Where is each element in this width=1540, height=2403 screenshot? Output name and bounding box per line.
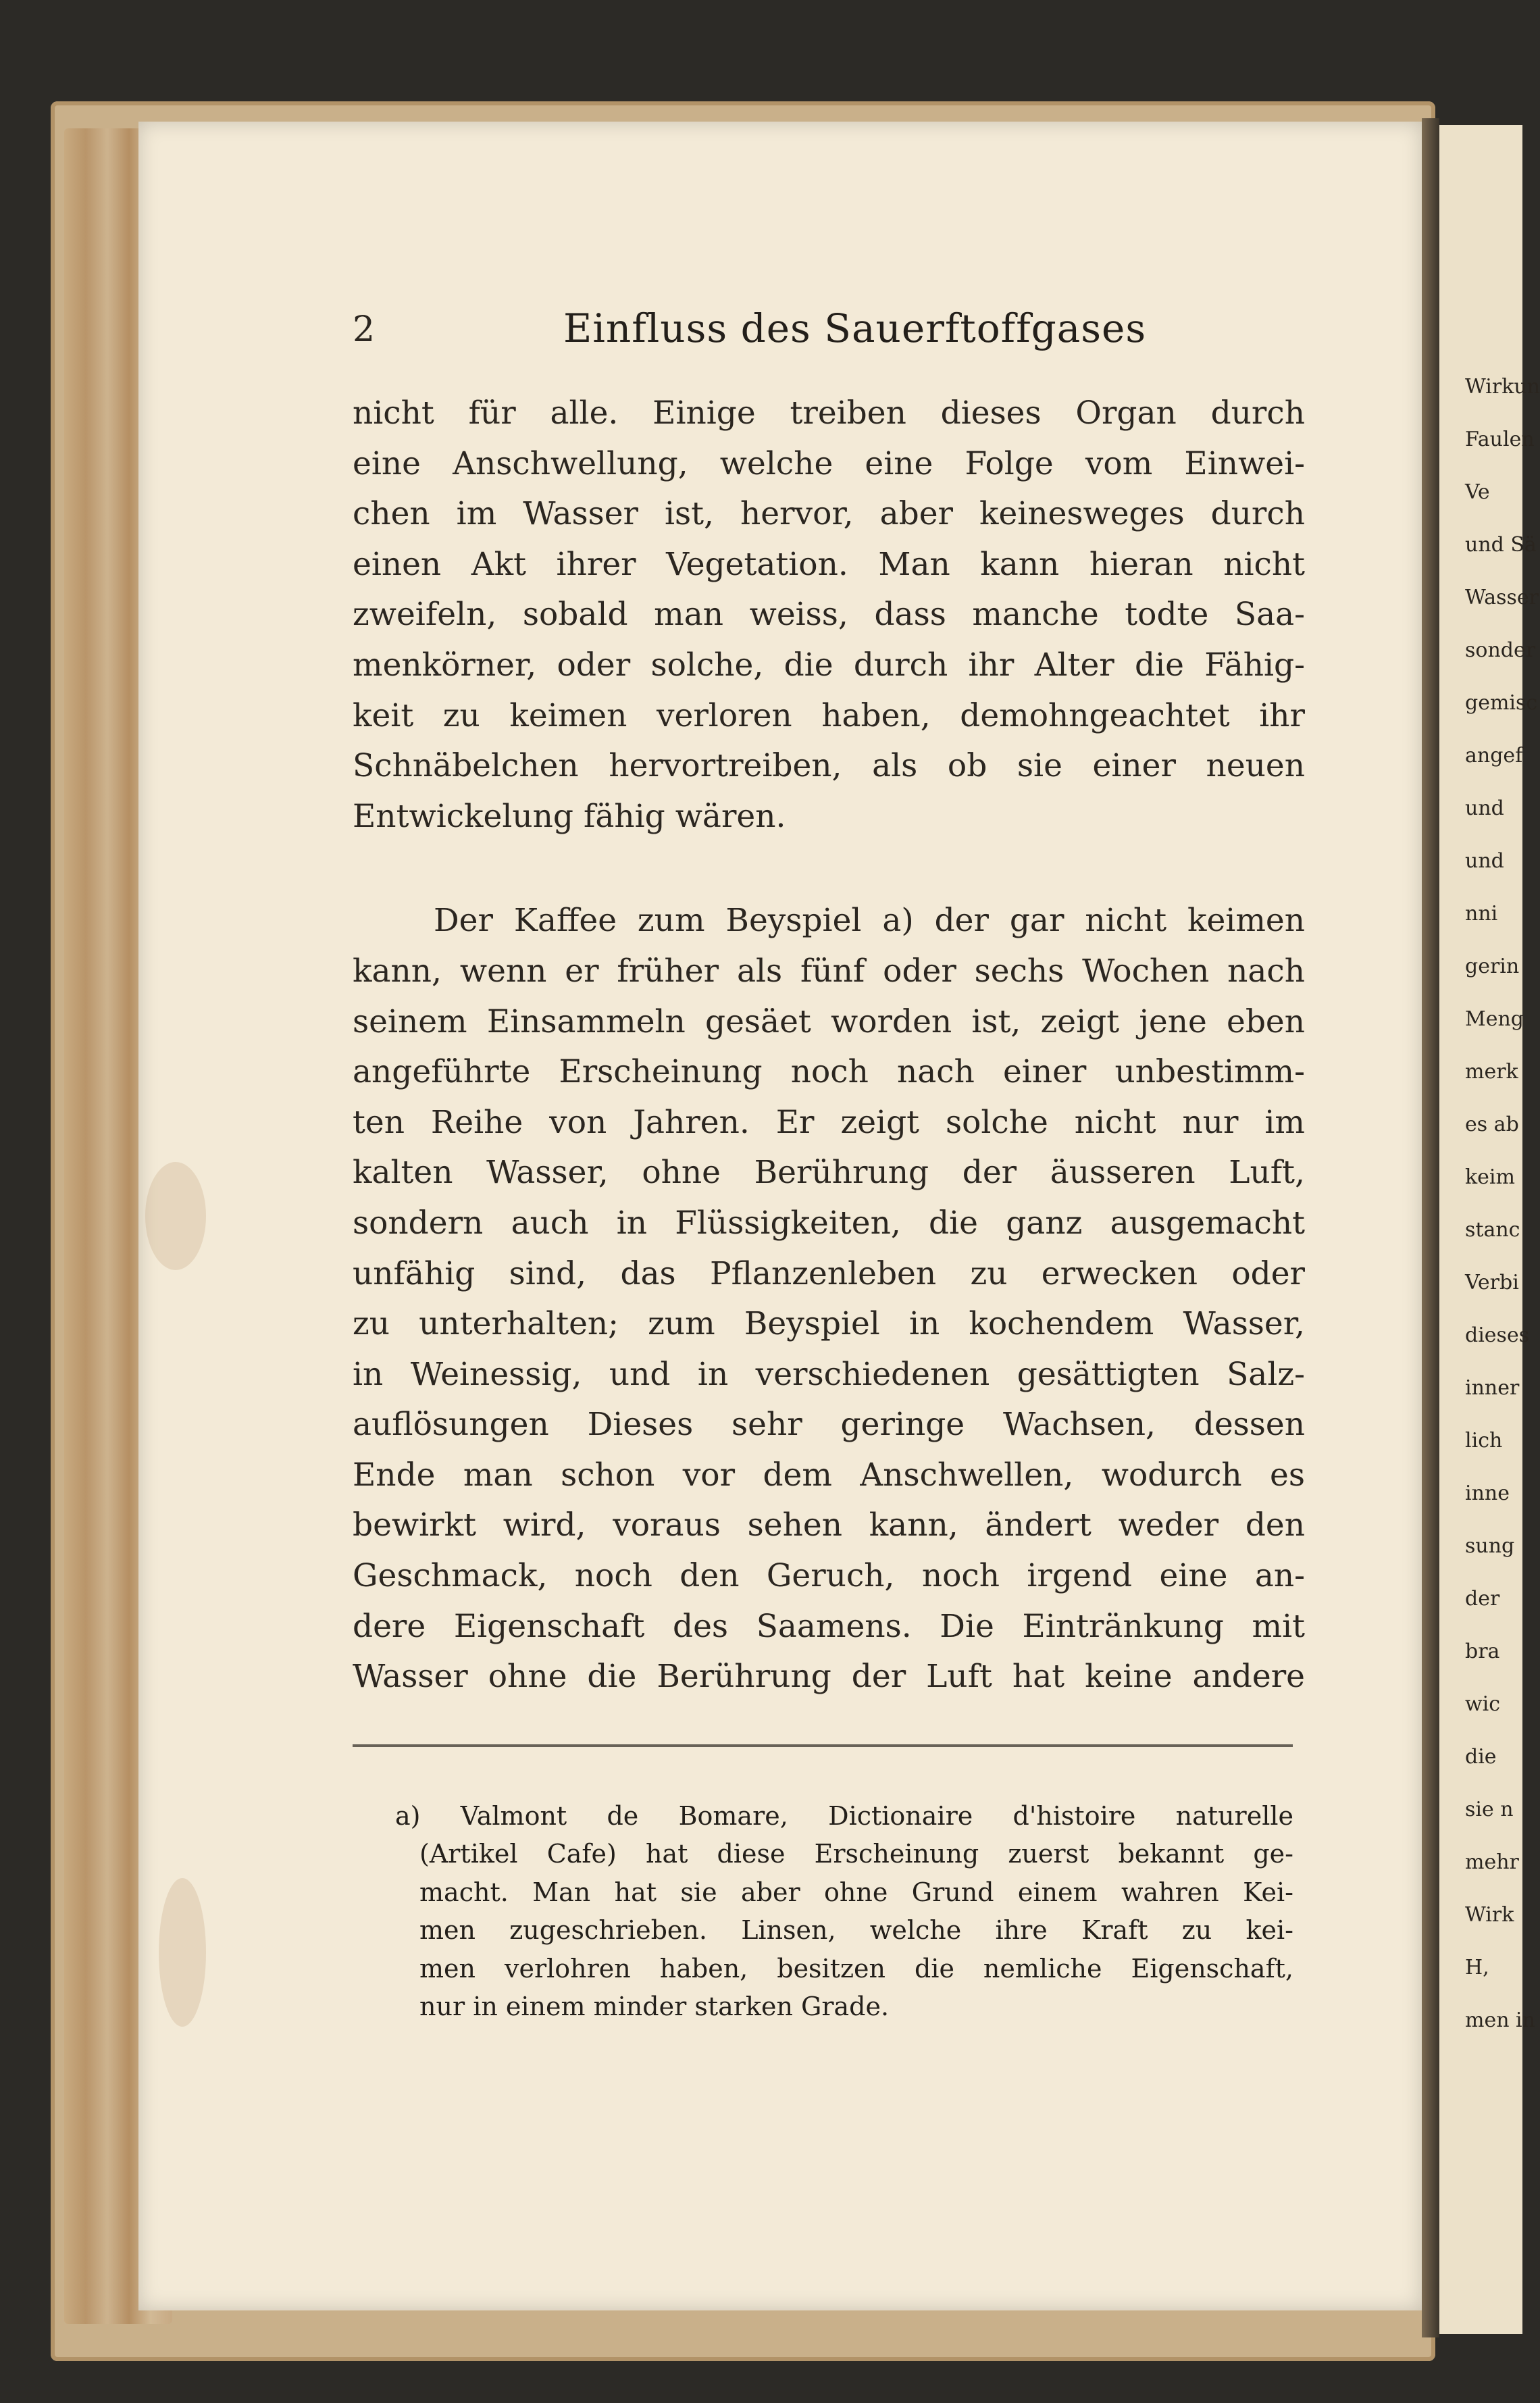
footnote xyxy=(395,1797,1293,2025)
facing-page-fragment: sonder xyxy=(1465,638,1536,662)
facing-page-fragment: die xyxy=(1465,1745,1497,1769)
facing-page-fragment: Verbi xyxy=(1465,1271,1519,1294)
gutter-shadow xyxy=(1422,118,1439,2337)
text-line: nicht für alle. Einige treiben dieses Organ durch xyxy=(353,395,1305,432)
text-line: Wasser ohne die Berührung der Luft hat keine andere xyxy=(353,1658,1305,1696)
text-line: bewirkt wird, voraus sehen kann, ändert weder den xyxy=(353,1507,1305,1544)
text-line: chen im Wasser ist, hervor, aber keinesweges durch xyxy=(353,495,1305,533)
text-line: Geschmack, noch den Geruch, noch irgend eine an- xyxy=(353,1557,1305,1595)
text-line: kalten Wasser, ohne Berührung der äusseren Luft, xyxy=(353,1154,1305,1192)
facing-page-fragment: und xyxy=(1465,849,1504,873)
text-line: Schnäbelchen hervortreiben, als ob sie einer neuen xyxy=(353,747,1305,785)
text-line: Ende man schon vor dem Anschwellen, wodurch es xyxy=(353,1456,1305,1494)
facing-page-fragment: gerin xyxy=(1465,955,1520,978)
page-number: 2 xyxy=(353,309,376,350)
text-line: Entwickelung fähig wären. xyxy=(353,797,786,835)
paper-stain xyxy=(159,1878,206,2027)
text-line: auflösungen Dieses sehr geringe Wachsen, dessen xyxy=(353,1406,1305,1444)
paragraph-1 xyxy=(353,388,1305,842)
facing-page-fragment: inne xyxy=(1465,1482,1510,1505)
facing-page-fragment: es ab xyxy=(1465,1113,1519,1136)
paragraph-2 xyxy=(353,896,1305,1702)
footnote-line: a) Valmont de Bomare, Dictionaire d'histoire naturelle xyxy=(395,1801,1293,1831)
footnote-rule xyxy=(353,1744,1293,1747)
facing-page-fragment: Faulen xyxy=(1465,428,1535,451)
text-line: einen Akt ihrer Vegetation. Man kann hieran nicht xyxy=(353,545,1305,583)
facing-page-fragment: Ve xyxy=(1465,480,1490,504)
paper-stain xyxy=(145,1162,206,1270)
facing-page-fragment: Wasser xyxy=(1465,586,1539,609)
text-line: angeführte Erscheinung noch nach einer unbestimm- xyxy=(353,1053,1305,1091)
facing-page-fragment: und Sä xyxy=(1465,533,1537,557)
text-line: dere Eigenschaft des Saamens. Die Eintränkung mit xyxy=(353,1607,1305,1645)
facing-page-fragment: sie n xyxy=(1465,1798,1514,1821)
facing-page-fragment: stanc xyxy=(1465,1218,1520,1242)
facing-page-fragment: H, xyxy=(1465,1956,1489,1979)
facing-page-fragment: gemisc xyxy=(1465,691,1538,715)
text-line: zweifeln, sobald man weiss, dass manche todte Saa- xyxy=(353,596,1305,634)
text-line: seinem Einsammeln gesäet worden ist, zeigt jene eben xyxy=(353,1003,1305,1040)
text-line: sondern auch in Flüssigkeiten, die ganz ausgemacht xyxy=(353,1204,1305,1242)
footnote-line: men zugeschrieben. Linsen, welche ihre Kraft zu kei- xyxy=(419,1915,1293,1946)
running-head xyxy=(353,305,1312,357)
text-line: eine Anschwellung, welche eine Folge vom Einwei- xyxy=(353,445,1305,482)
footnote-line: men verlohren haben, besitzen die nemliche Eigenschaft, xyxy=(419,1953,1293,1983)
body-text xyxy=(353,388,1305,1702)
text-line: kann, wenn er früher als fünf oder sechs Wochen nach xyxy=(353,952,1305,990)
footnote-line: macht. Man hat sie aber ohne Grund einem wahren Kei- xyxy=(419,1877,1293,1907)
text-line: ten Reihe von Jahren. Er zeigt solche nicht nur im xyxy=(353,1103,1305,1141)
facing-page-fragment: men in xyxy=(1465,2008,1535,2032)
facing-page-fragment: wic xyxy=(1465,1692,1501,1716)
facing-page-fragment: merk xyxy=(1465,1060,1518,1084)
text-line: menkörner, oder solche, die durch ihr Alter die Fähig- xyxy=(353,646,1305,684)
facing-page-fragment: angef xyxy=(1465,744,1523,767)
facing-page-fragment: mehr xyxy=(1465,1850,1519,1874)
paragraph-gap xyxy=(353,842,1305,896)
text-line: in Weinessig, und in verschiedenen gesättigten Salz- xyxy=(353,1355,1305,1393)
facing-page-fragment: inner xyxy=(1465,1376,1520,1400)
facing-page-fragment: und xyxy=(1465,796,1504,820)
facing-page-fragment: sung xyxy=(1465,1534,1515,1558)
facing-page xyxy=(1439,125,1540,2334)
text-line: zu unterhalten; zum Beyspiel in kochendem Wasser, xyxy=(353,1305,1305,1343)
facing-page-fragment: der xyxy=(1465,1587,1500,1611)
text-line: unfähig sind, das Pflanzenleben zu erwecken oder xyxy=(353,1255,1305,1292)
running-head-title: Einfluss des Sauerftoffgases xyxy=(563,305,1147,351)
footnote-line: nur in einem minder starken Grade. xyxy=(419,1991,890,2021)
text-line: keit zu keimen verloren haben, demohngeachtet ihr xyxy=(353,697,1305,734)
text-line: Der Kaffee zum Beyspiel a) der gar nicht keimen xyxy=(434,902,1305,940)
facing-page-fragment: nni xyxy=(1465,902,1498,926)
facing-page-fragment: Meng xyxy=(1465,1007,1524,1031)
facing-page-fragment: Wirk xyxy=(1465,1903,1514,1927)
facing-page-fragment: bra xyxy=(1465,1640,1500,1663)
facing-page-fragment: dieses xyxy=(1465,1323,1530,1347)
footnote-line: (Artikel Cafe) hat diese Erscheinung zuerst bekannt ge- xyxy=(419,1839,1293,1869)
facing-page-fragment: lich xyxy=(1465,1429,1503,1452)
facing-page-fragment: keim xyxy=(1465,1165,1515,1189)
facing-page-fragment: Wirkun xyxy=(1465,375,1540,399)
